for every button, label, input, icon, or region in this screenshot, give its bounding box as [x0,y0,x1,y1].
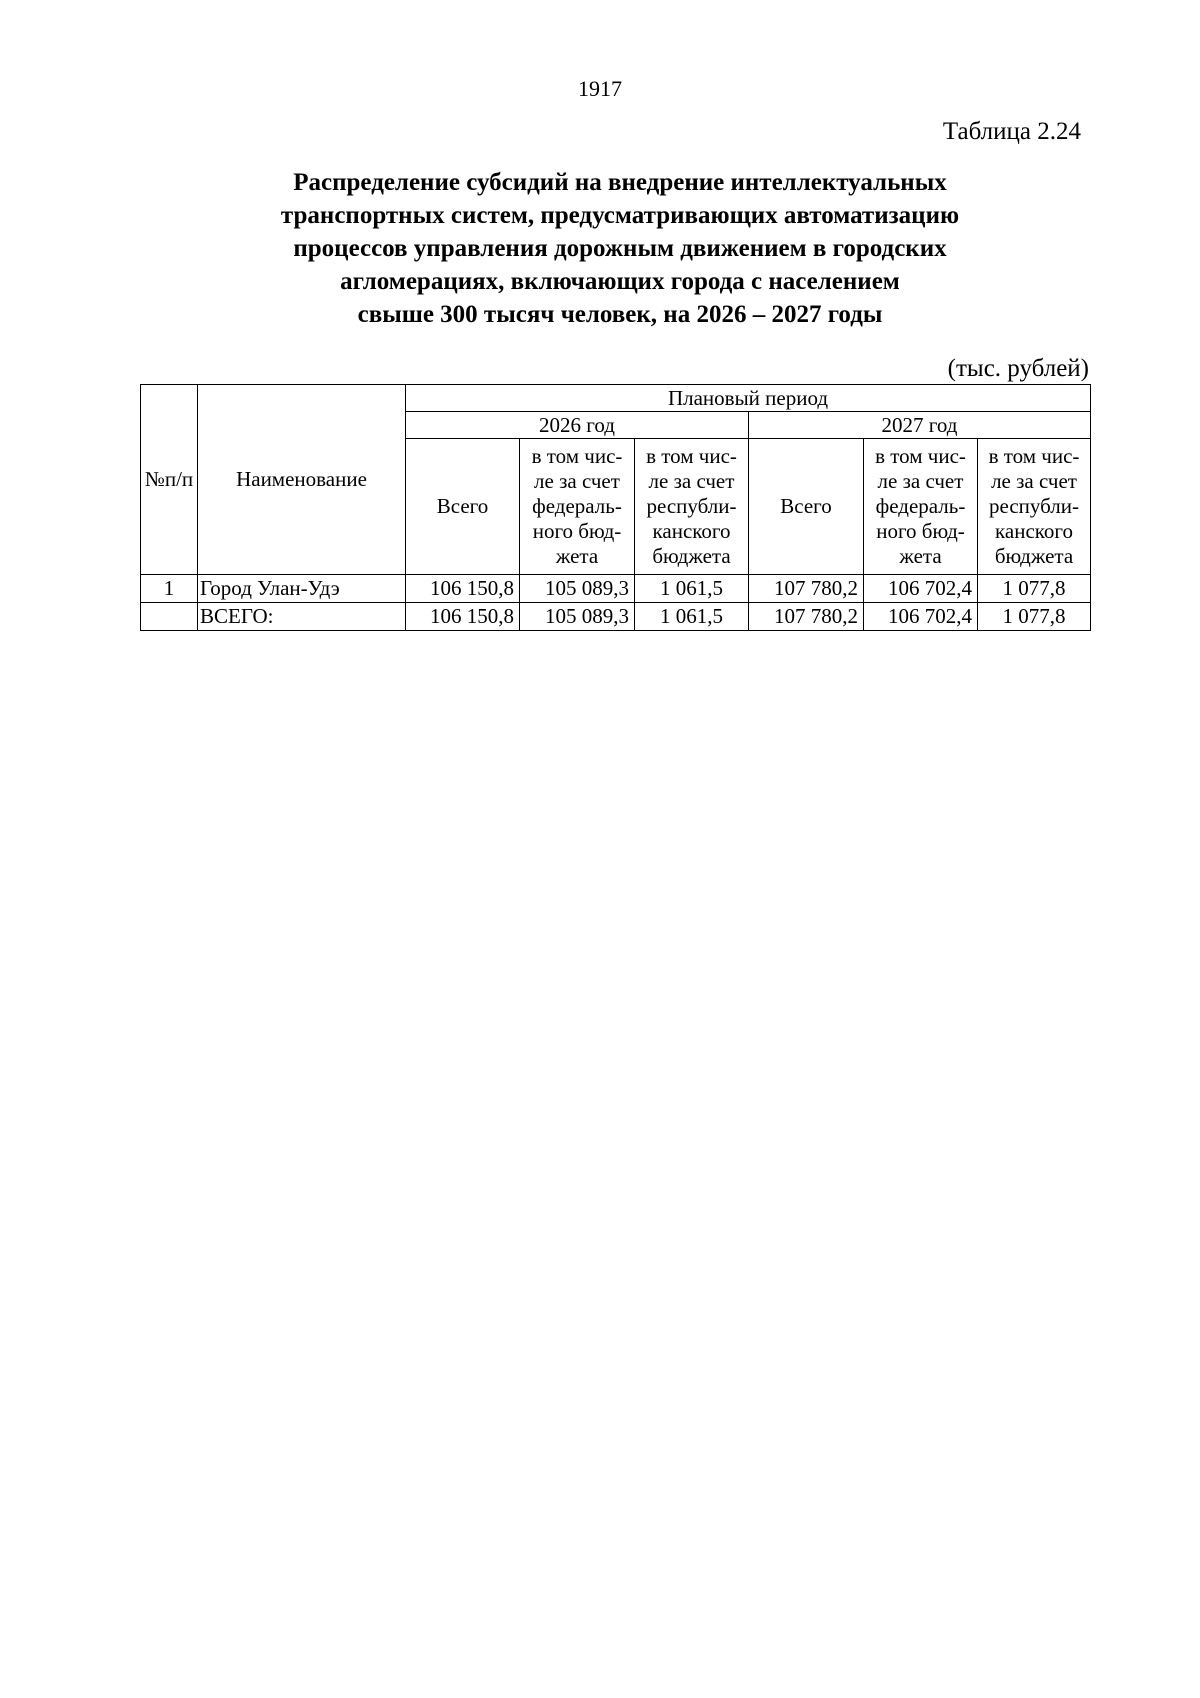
header-republic-2026 [635,439,749,575]
row-name: Город Улан-Удэ [198,575,406,603]
header-line: в том чис- [531,444,623,468]
header-year-2026: 2026 год [406,412,749,439]
header-line: бюджета [652,544,731,568]
table-row [141,603,1091,631]
header-name: Наименование [198,385,406,575]
header-line: жета [555,544,599,568]
total-2027: 107 780,2 [749,575,864,603]
header-number: №п/п [141,385,198,575]
header-line: канского [995,519,1073,543]
header-federal-2026 [520,439,635,575]
header-line: федераль- [532,494,622,518]
title-line: транспортных систем, предусматривающих автоматизацию [280,202,960,229]
header-line: в том чис- [988,444,1080,468]
header-year-2027: 2027 год [749,412,1091,439]
total-2026: 106 150,8 [406,575,520,603]
federal-2027: 106 702,4 [864,603,978,631]
row-name: ВСЕГО: [198,603,406,631]
republic-2027: 1 077,8 [978,575,1091,603]
header-line: республи- [646,494,737,518]
header-total-2027: Всего [749,439,864,575]
row-number: 1 [141,575,198,603]
title-line: свыше 300 тысяч человек, на 2026 – 2027 годы [357,301,883,328]
page-number: 1917 [578,76,622,101]
title-line: агломерациях, включающих города с населением [340,268,900,295]
header-line: республи- [989,494,1079,518]
header-line: канского [652,519,731,543]
table-row [141,575,1091,603]
subsidy-table [140,384,1091,631]
republic-2027: 1 077,8 [978,603,1091,631]
header-federal-2027 [864,439,978,575]
units-label: (тыс. рублей) [947,355,1089,382]
title-line: процессов управления дорожным движением в городских [293,235,947,262]
header-line: в том чис- [875,444,966,468]
header-line: федераль- [875,494,966,518]
total-2027: 107 780,2 [749,603,864,631]
header-line: ле за счет [534,469,620,493]
header-total-2026: Всего [406,439,520,575]
header-line: жета [899,544,942,568]
header-line: в том чис- [646,444,737,468]
total-2026: 106 150,8 [406,603,520,631]
header-line: бюджета [994,544,1074,568]
header-line: ле за счет [648,469,735,493]
federal-2026: 105 089,3 [520,575,635,603]
republic-2026: 1 061,5 [635,603,749,631]
header-planned-period: Плановый период [406,385,1091,412]
header-republic-2027 [978,439,1091,575]
federal-2027: 106 702,4 [864,575,978,603]
row-number [141,603,198,631]
title-line: Распределение субсидий на внедрение интеллектуальных [293,169,947,196]
document-title [140,166,1100,331]
header-line: ле за счет [877,469,964,493]
republic-2026: 1 061,5 [635,575,749,603]
table-label: Таблица 2.24 [942,118,1081,145]
federal-2026: 105 089,3 [520,603,635,631]
header-line: ного бюд- [876,519,965,543]
header-line: ле за счет [991,469,1077,493]
header-line: ного бюд- [532,519,622,543]
